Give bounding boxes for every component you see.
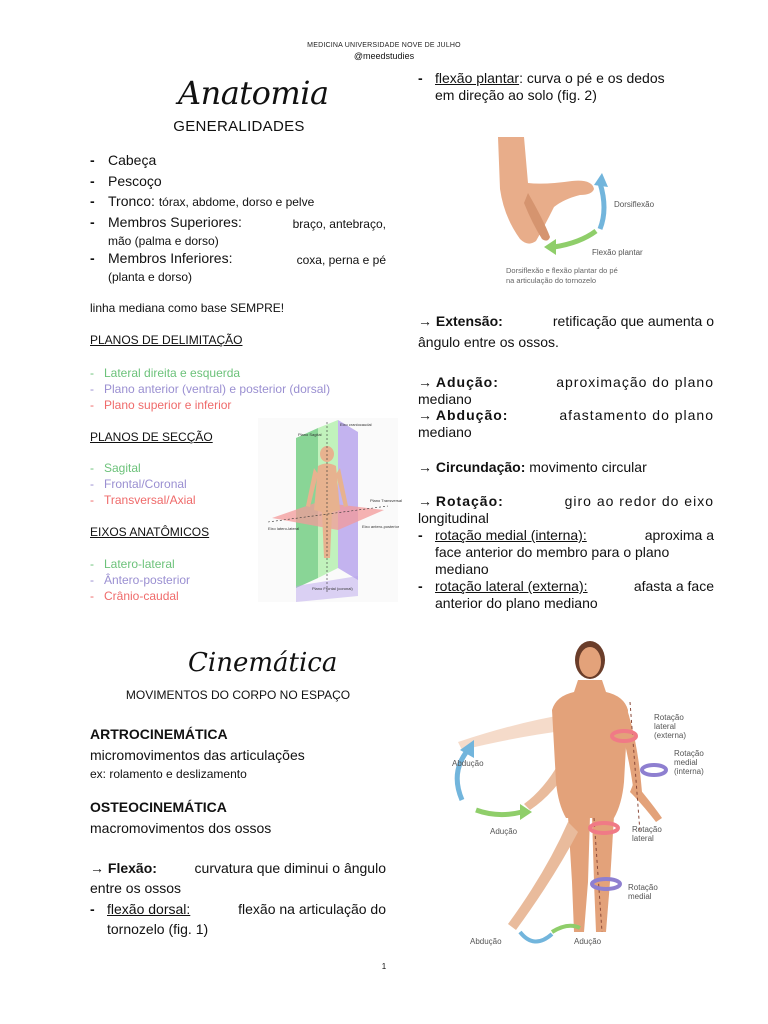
osteo-heading: OSTEOCINEMÁTICA bbox=[90, 799, 227, 815]
list-item: - Crânio-caudal bbox=[90, 589, 179, 603]
label-eixo-anteroposterior: Eixo antero-posterior bbox=[362, 524, 400, 529]
list-item: - Lateral direita e esquerda bbox=[90, 366, 241, 380]
label-eixo-laterolateral: Eixo latero-lateral bbox=[268, 526, 300, 531]
label-abducao-bottom: Abdução bbox=[470, 937, 502, 946]
list-item: - Ântero-posterior bbox=[90, 573, 191, 587]
list-item: - Transversal/Axial bbox=[90, 493, 196, 507]
flexao-dorsal-item: - flexão dorsal: flexão na articulação do tornozelo (fig. 1) bbox=[90, 901, 386, 937]
label-rot-medial-top-2: medial bbox=[674, 758, 698, 767]
planes-figure bbox=[258, 418, 403, 602]
osteo-line: macromovimentos dos ossos bbox=[90, 820, 272, 836]
list-item: - Membros Inferiores: coxa, perna e pé (planta e dorso) bbox=[90, 250, 386, 284]
list-item: - Plano superior e inferior bbox=[90, 398, 232, 412]
list-item: - Plano anterior (ventral) e posterior (dorsal) bbox=[90, 382, 331, 396]
header-institution: MEDICINA UNIVERSIDADE NOVE DE JULHO bbox=[307, 42, 461, 49]
label-plano-frontal: Plano Frontal (coronal) bbox=[312, 586, 353, 591]
list-item: - Latero-lateral bbox=[90, 557, 175, 571]
note-linha-mediana: linha mediana como base SEMPRE! bbox=[90, 301, 285, 315]
label-rot-lateral-top-1: Rotação bbox=[654, 713, 684, 722]
rotacao-medial-item: - rotação medial (interna): aproxima a face anterior do membro para o plano mediano bbox=[418, 527, 714, 577]
body-illustration bbox=[428, 632, 718, 954]
label-rot-lateral-top-3: (externa) bbox=[654, 731, 687, 740]
label-aducao-bottom: Adução bbox=[574, 937, 602, 946]
list-item: - Sagital bbox=[90, 461, 141, 475]
aducao-item: → Adução: aproximação do plano mediano bbox=[418, 374, 714, 407]
label-aducao-mid: Adução bbox=[490, 827, 518, 836]
anatomia-subtitle: GENERALIDADES bbox=[173, 118, 305, 135]
label-rot-lateral-mid-1: Rotação bbox=[632, 825, 662, 834]
label-rot-medial-bottom-1: Rotação bbox=[628, 883, 658, 892]
page-number: 1 bbox=[381, 962, 387, 971]
label-flexao-plantar: Flexão plantar bbox=[592, 248, 643, 257]
list-item: - Membros Superiores: braço, antebraço, mão (palma e dorso) bbox=[90, 214, 386, 248]
label-dorsiflexao: Dorsiflexão bbox=[614, 200, 655, 209]
heading-planos-delimitacao: PLANOS DE DELIMITAÇÃO bbox=[90, 333, 243, 347]
artro-example: ex: rolamento e deslizamento bbox=[90, 767, 247, 781]
extensao-item: → Extensão: retificação que aumenta o ângulo entre os ossos. bbox=[418, 313, 714, 350]
label-eixo-craniocaudal: Eixo craniocaudal bbox=[340, 422, 372, 427]
planes-illustration bbox=[258, 418, 403, 602]
circundacao-item: → Circundação: movimento circular bbox=[418, 459, 647, 475]
label-plano-sagital: Plano Sagital bbox=[298, 432, 322, 437]
foot-illustration bbox=[484, 133, 670, 293]
abducao-item: → Abdução: afastamento do plano mediano bbox=[418, 407, 714, 440]
list-item: - Pescoço bbox=[90, 173, 162, 189]
label-rot-lateral-top-2: lateral bbox=[654, 722, 676, 731]
header-handle: @meedstudies bbox=[353, 51, 415, 61]
label-plano-transversal: Plano Transversal bbox=[370, 498, 403, 503]
list-item: - Frontal/Coronal bbox=[90, 477, 187, 491]
list-item: - Cabeça bbox=[90, 152, 157, 168]
flexao-plantar-item: - flexão plantar: curva o pé e os dedos em direção ao solo (fig. 2) bbox=[418, 70, 665, 103]
rotacao-item: → Rotação: giro ao redor do eixo longitudinal bbox=[418, 493, 714, 526]
cinematica-title: Cinemática bbox=[188, 648, 338, 678]
label-abducao-top: Abdução bbox=[452, 759, 484, 768]
artro-heading: ARTROCINEMÁTICA bbox=[90, 726, 228, 742]
flexao-item: → Flexão: curvatura que diminui o ângulo entre os ossos bbox=[90, 860, 386, 896]
list-item: - Tronco: tórax, abdome, dorso e pelve bbox=[90, 193, 315, 209]
heading-planos-seccao: PLANOS DE SECÇÃO bbox=[90, 430, 213, 444]
foot-caption-line1: Dorsiflexão e flexão plantar do pé bbox=[506, 266, 618, 275]
rotacao-lateral-item: - rotação lateral (externa): afasta a face anterior do plano mediano bbox=[418, 578, 714, 611]
artro-line: micromovimentos das articulações bbox=[90, 747, 305, 763]
label-rot-medial-top-1: Rotação bbox=[674, 749, 704, 758]
label-rot-medial-top-3: (interna) bbox=[674, 767, 704, 776]
foot-caption-line2: na articulação do tornozelo bbox=[506, 276, 597, 285]
foot-figure bbox=[484, 133, 670, 293]
label-rot-lateral-mid-2: lateral bbox=[632, 834, 654, 843]
heading-eixos: EIXOS ANATÔMICOS bbox=[90, 525, 210, 539]
body-movements-figure bbox=[428, 632, 718, 954]
anatomia-title: Anatomia bbox=[178, 74, 329, 112]
label-rot-medial-bottom-2: medial bbox=[628, 892, 652, 901]
cinematica-subtitle: MOVIMENTOS DO CORPO NO ESPAÇO bbox=[125, 688, 351, 702]
